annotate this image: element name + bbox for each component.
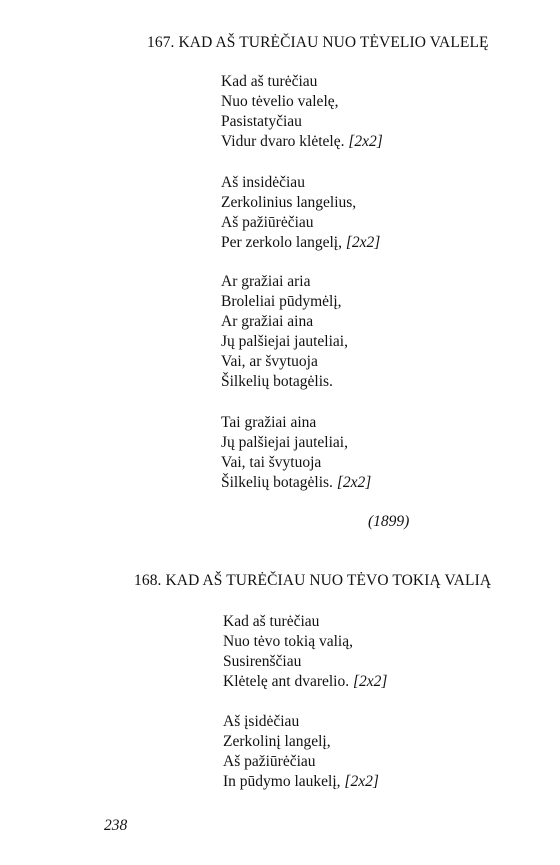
verse-line: Šilkelių botagėlis. <box>221 373 333 390</box>
verse-line: Vidur dvaro klėtelę. [2x2] <box>221 133 383 150</box>
verse-line: In pūdymo laukelį, [2x2] <box>223 773 379 790</box>
verse-line: Pasistatyčiau <box>221 113 302 130</box>
verse-line: Susirenščiau <box>223 653 302 670</box>
verse-line: Jų palšiejai jauteliai, <box>221 434 348 451</box>
verse-line: Nuo tėvelio valelę, <box>221 93 339 110</box>
verse-line: Aš insidėčiau <box>221 174 305 191</box>
song-title-167: 167. KAD AŠ TURĖČIAU NUO TĖVELIO VALELĘ <box>147 34 489 51</box>
verse-line: Kad aš turėčiau <box>223 613 320 630</box>
verse-line: Zerkolinius langelius, <box>221 194 357 211</box>
refrain-mark: [2x2] <box>344 773 379 790</box>
verse-line: Kad aš turėčiau <box>221 73 318 90</box>
verse-line: Aš pažiūrėčiau <box>223 753 316 770</box>
stanza <box>221 72 383 152</box>
verse-line: Vai, tai švytuoja <box>221 454 322 471</box>
stanza <box>221 173 380 253</box>
verse-line: Šilkelių botagėlis. [2x2] <box>221 474 372 491</box>
stanza <box>223 612 387 692</box>
song-title-168: 168. KAD AŠ TURĖČIAU NUO TĖVO TOKIĄ VALIĄ <box>134 572 492 589</box>
verse-line: Vai, ar švytuoja <box>221 353 318 370</box>
refrain-mark: [2x2] <box>336 474 372 491</box>
stanza <box>223 712 379 792</box>
verse-line: Aš įsidėčiau <box>223 713 300 730</box>
verse-line: Jų palšiejai jauteliai, <box>221 333 348 350</box>
verse-line: Ar gražiai aina <box>221 313 314 330</box>
stanza <box>221 272 348 392</box>
refrain-mark: [2x2] <box>348 133 383 150</box>
verse-line: Per zerkolo langelį, [2x2] <box>221 234 381 251</box>
verse-line: Tai gražiai aina <box>221 414 317 431</box>
stanza <box>221 413 371 493</box>
verse-line: Klėtelę ant dvarelio. [2x2] <box>223 673 388 690</box>
verse-line: Broleliai pūdymėlį, <box>221 293 342 310</box>
verse-line: Ar gražiai aria <box>221 273 311 290</box>
verse-line: Aš pažiūrėčiau <box>221 214 314 231</box>
refrain-mark: [2x2] <box>352 673 388 690</box>
song-date: (1899) <box>368 513 410 530</box>
page-number: 238 <box>104 817 128 834</box>
verse-line: Zerkolinį langelį, <box>223 733 331 750</box>
refrain-mark: [2x2] <box>345 234 381 251</box>
verse-line: Nuo tėvo tokią valią, <box>223 633 353 650</box>
